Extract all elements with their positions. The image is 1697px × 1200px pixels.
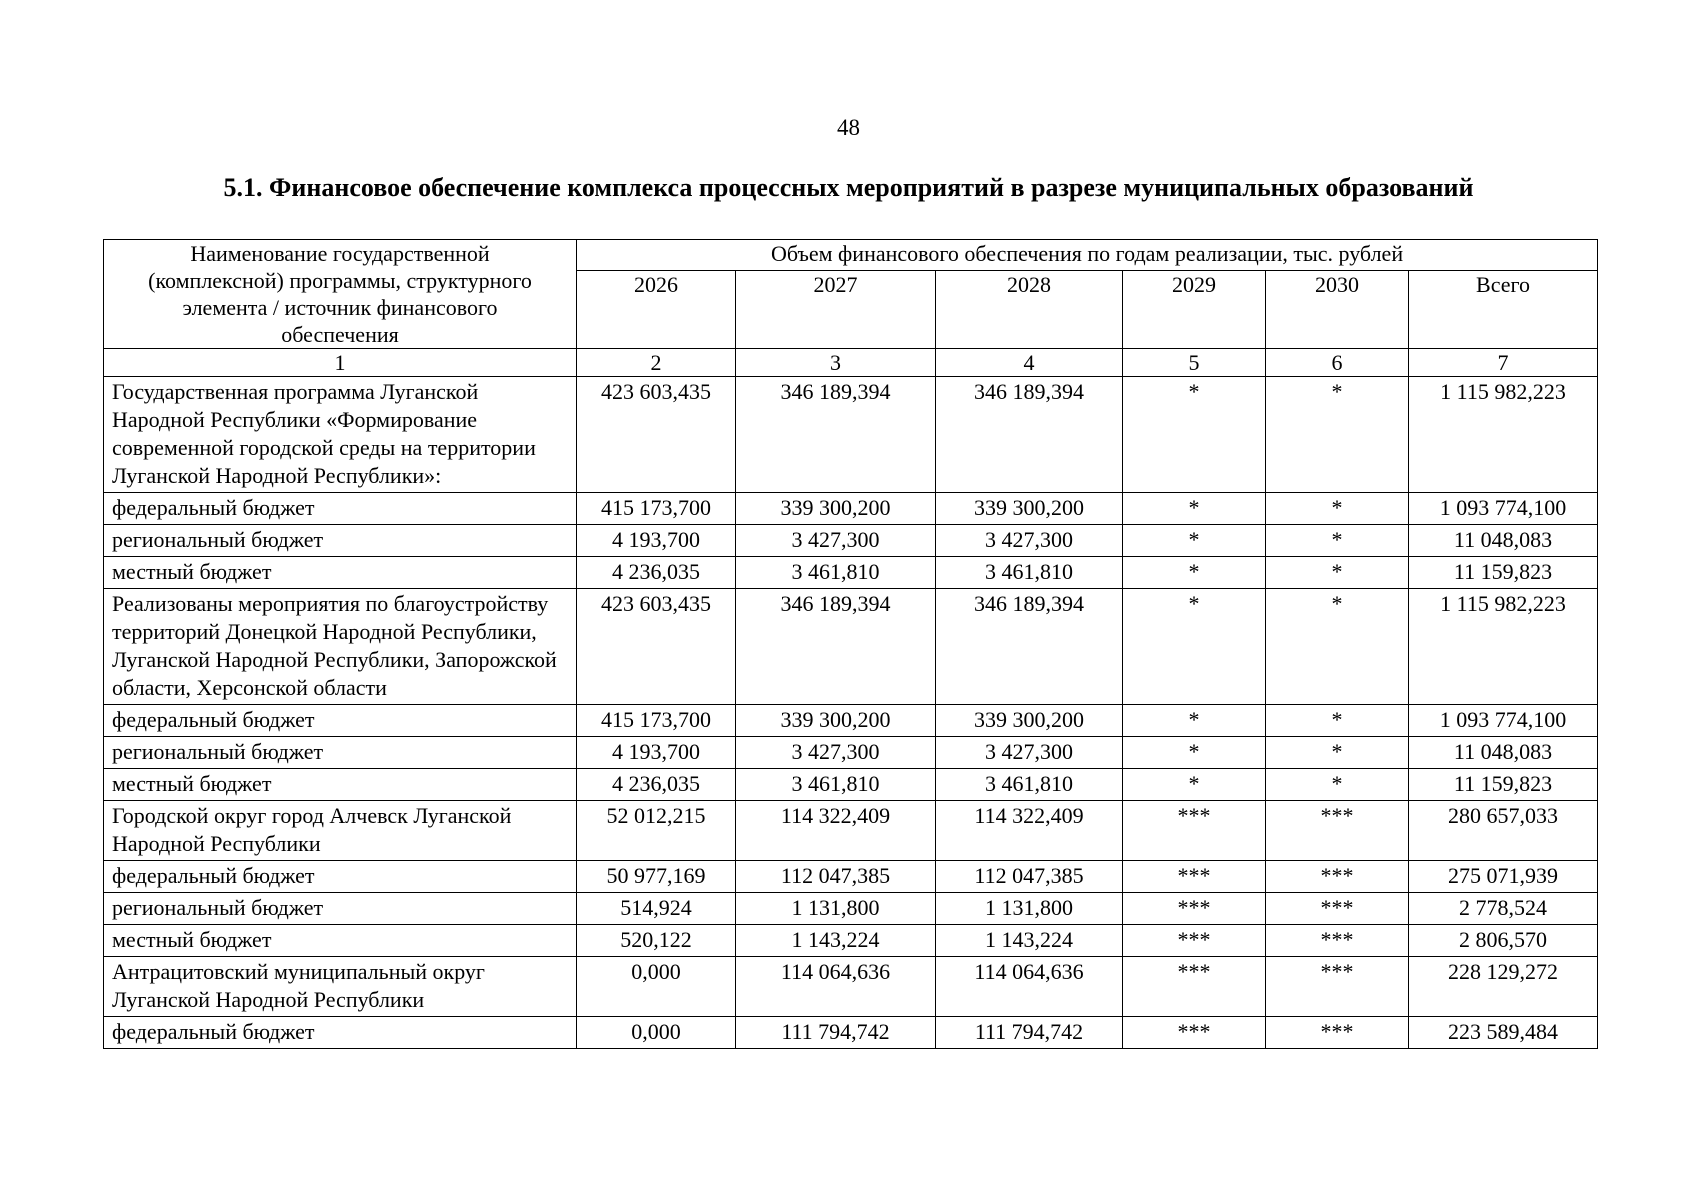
page-number: 48 [837, 115, 860, 140]
column-number: 1 [104, 349, 577, 377]
row-value-cell: 423 603,435 [577, 589, 736, 705]
row-value-cell: 339 300,200 [936, 705, 1123, 737]
row-value-cell: 114 322,409 [936, 801, 1123, 861]
row-value-cell: * [1123, 525, 1266, 557]
row-value-cell: * [1266, 705, 1409, 737]
header-year-2030: 2030 [1266, 271, 1409, 349]
row-value-cell: 346 189,394 [736, 589, 936, 705]
row-value-cell: *** [1123, 957, 1266, 1017]
column-number: 2 [577, 349, 736, 377]
row-value-cell: *** [1266, 957, 1409, 1017]
table-row [104, 769, 1598, 801]
header-year-2026: 2026 [577, 271, 736, 349]
row-value-cell: 114 064,636 [936, 957, 1123, 1017]
row-value-cell: *** [1266, 861, 1409, 893]
row-name-cell: региональный бюджет [104, 525, 577, 557]
row-value-cell: 0,000 [577, 957, 736, 1017]
row-name-cell: местный бюджет [104, 557, 577, 589]
header-group-cell: Объем финансового обеспечения по годам реализации, тыс. рублей [577, 240, 1598, 271]
row-value-cell: *** [1266, 925, 1409, 957]
row-value-cell: * [1266, 525, 1409, 557]
row-value-cell: *** [1123, 925, 1266, 957]
row-value-cell: 520,122 [577, 925, 736, 957]
row-value-cell: 114 064,636 [736, 957, 936, 1017]
row-value-cell: 346 189,394 [936, 589, 1123, 705]
row-value-cell: 3 461,810 [936, 769, 1123, 801]
row-value-cell: * [1123, 589, 1266, 705]
row-value-cell: * [1123, 493, 1266, 525]
row-value-cell: 1 093 774,100 [1409, 493, 1598, 525]
row-name-cell: федеральный бюджет [104, 861, 577, 893]
row-value-cell: * [1123, 705, 1266, 737]
row-value-cell: 3 427,300 [736, 525, 936, 557]
header-year-2029: 2029 [1123, 271, 1266, 349]
row-value-cell: 1 093 774,100 [1409, 705, 1598, 737]
table-row [104, 525, 1598, 557]
row-name-cell: федеральный бюджет [104, 493, 577, 525]
row-value-cell: 339 300,200 [736, 493, 936, 525]
row-value-cell: * [1266, 589, 1409, 705]
table-header [104, 240, 1598, 377]
row-value-cell: 111 794,742 [736, 1017, 936, 1049]
row-name-cell: федеральный бюджет [104, 705, 577, 737]
header-name-cell: Наименование государственной (комплексной) программы, структурного элемента / источник финансового обеспечения [104, 240, 577, 349]
table-row [104, 957, 1598, 1017]
header-year-2028: 2028 [936, 271, 1123, 349]
row-value-cell: 50 977,169 [577, 861, 736, 893]
row-name-cell: федеральный бюджет [104, 1017, 577, 1049]
row-value-cell: 3 461,810 [736, 769, 936, 801]
table-row [104, 801, 1598, 861]
row-value-cell: 4 193,700 [577, 525, 736, 557]
column-number: 5 [1123, 349, 1266, 377]
row-value-cell: *** [1266, 1017, 1409, 1049]
row-value-cell: *** [1123, 801, 1266, 861]
row-value-cell: 223 589,484 [1409, 1017, 1598, 1049]
row-value-cell: *** [1123, 893, 1266, 925]
column-number: 4 [936, 349, 1123, 377]
row-value-cell: 339 300,200 [736, 705, 936, 737]
row-value-cell: 346 189,394 [936, 377, 1123, 493]
row-value-cell: 1 143,224 [936, 925, 1123, 957]
row-value-cell: 4 236,035 [577, 769, 736, 801]
row-value-cell: 228 129,272 [1409, 957, 1598, 1017]
header-year-2027: 2027 [736, 271, 936, 349]
row-value-cell: * [1123, 557, 1266, 589]
row-name-cell: Антрацитовский муниципальный округ Луганской Народной Республики [104, 957, 577, 1017]
row-value-cell: 11 048,083 [1409, 525, 1598, 557]
table-row [104, 925, 1598, 957]
row-name-cell: региональный бюджет [104, 737, 577, 769]
row-value-cell: 3 427,300 [736, 737, 936, 769]
row-value-cell: 1 131,800 [736, 893, 936, 925]
row-value-cell: 423 603,435 [577, 377, 736, 493]
row-value-cell: * [1266, 493, 1409, 525]
row-name-cell: Реализованы мероприятия по благоустройству территорий Донецкой Народной Республики, Луганской Народной Республики, Запорожской области, Херсонской области [104, 589, 577, 705]
row-value-cell: * [1266, 737, 1409, 769]
row-value-cell: 339 300,200 [936, 493, 1123, 525]
row-value-cell: 2 806,570 [1409, 925, 1598, 957]
row-value-cell: 415 173,700 [577, 493, 736, 525]
row-value-cell: 3 461,810 [936, 557, 1123, 589]
row-value-cell: 114 322,409 [736, 801, 936, 861]
row-value-cell: 112 047,385 [736, 861, 936, 893]
row-value-cell: 1 115 982,223 [1409, 377, 1598, 493]
row-value-cell: * [1266, 769, 1409, 801]
column-number: 7 [1409, 349, 1598, 377]
row-value-cell: 3 461,810 [736, 557, 936, 589]
column-number: 3 [736, 349, 936, 377]
table-row [104, 1017, 1598, 1049]
row-value-cell: *** [1123, 1017, 1266, 1049]
row-value-cell: 111 794,742 [936, 1017, 1123, 1049]
header-total: Всего [1409, 271, 1598, 349]
row-name-cell: Государственная программа Луганской Народной Республики «Формирование современной городской среды на территории Луганской Народной Республики»: [104, 377, 577, 493]
row-value-cell: 1 143,224 [736, 925, 936, 957]
column-number-row [104, 349, 1598, 377]
table-body [104, 377, 1598, 1049]
row-value-cell: 280 657,033 [1409, 801, 1598, 861]
row-value-cell: 275 071,939 [1409, 861, 1598, 893]
row-name-cell: Городской округ город Алчевск Луганской Народной Республики [104, 801, 577, 861]
section-title: 5.1. Финансовое обеспечение комплекса процессных мероприятий в разрезе муниципальных образований [223, 173, 1474, 202]
row-value-cell: *** [1266, 801, 1409, 861]
row-value-cell: 1 115 982,223 [1409, 589, 1598, 705]
row-value-cell: * [1123, 737, 1266, 769]
row-value-cell: 415 173,700 [577, 705, 736, 737]
table-row [104, 377, 1598, 493]
row-name-cell: региональный бюджет [104, 893, 577, 925]
row-value-cell: 11 159,823 [1409, 557, 1598, 589]
row-value-cell: * [1123, 769, 1266, 801]
table-row [104, 705, 1598, 737]
row-value-cell: 0,000 [577, 1017, 736, 1049]
table-row [104, 589, 1598, 705]
row-value-cell: 346 189,394 [736, 377, 936, 493]
row-value-cell: *** [1266, 893, 1409, 925]
row-value-cell: * [1123, 377, 1266, 493]
table-row [104, 557, 1598, 589]
financing-table [103, 239, 1598, 1049]
table-row [104, 737, 1598, 769]
row-value-cell: 11 048,083 [1409, 737, 1598, 769]
row-name-cell: местный бюджет [104, 769, 577, 801]
row-value-cell: 112 047,385 [936, 861, 1123, 893]
row-value-cell: *** [1123, 861, 1266, 893]
row-value-cell: 4 193,700 [577, 737, 736, 769]
row-value-cell: 3 427,300 [936, 525, 1123, 557]
row-value-cell: * [1266, 557, 1409, 589]
table-row [104, 893, 1598, 925]
row-value-cell: 3 427,300 [936, 737, 1123, 769]
row-value-cell: 11 159,823 [1409, 769, 1598, 801]
table-row [104, 861, 1598, 893]
row-value-cell: 4 236,035 [577, 557, 736, 589]
table-row [104, 493, 1598, 525]
row-value-cell: * [1266, 377, 1409, 493]
row-value-cell: 2 778,524 [1409, 893, 1598, 925]
row-value-cell: 1 131,800 [936, 893, 1123, 925]
row-value-cell: 514,924 [577, 893, 736, 925]
row-name-cell: местный бюджет [104, 925, 577, 957]
row-value-cell: 52 012,215 [577, 801, 736, 861]
column-number: 6 [1266, 349, 1409, 377]
